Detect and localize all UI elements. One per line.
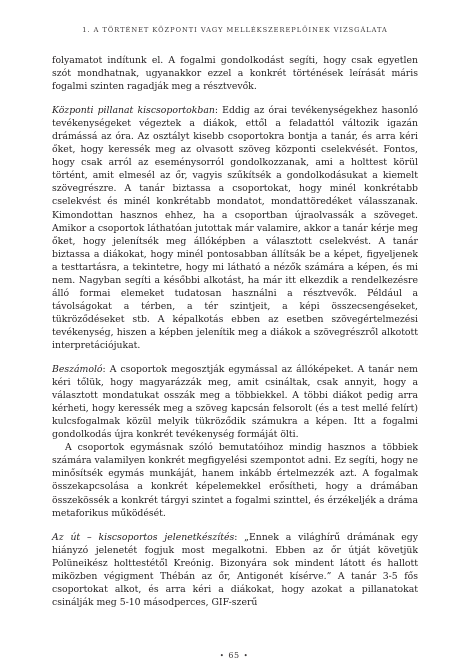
paragraph-beszamolo bbox=[52, 363, 418, 441]
paragraph-body: : A csoportok megosztják egymással az állóképeket. A tanár nem kéri tőlük, hogy magyarázzák meg, amit csináltak, csak annyit, hogy a választott mondatukat osszák meg a többiekkel. A többi diákot pedig arra kérheti, hogy keressék meg a szöveg kapcsán felsorolt (és a test mellé felírt) kulcsfogalmak közül melyik tükröződik számukra a képen. Itt a fogalmi gondolkodás újra konkrét tevékenység formáját ölti. bbox=[52, 364, 418, 441]
running-head: 1. A TÖRTÉNET KÖZPONTI VAGY MELLÉKSZEREPLŐINEK VIZSGÁLATA bbox=[82, 26, 388, 34]
section-lead-kozponti-pillanat: Központi pillanat kiscsoportokban bbox=[52, 105, 215, 117]
paragraph-observation bbox=[52, 441, 418, 519]
paragraph-az-ut bbox=[52, 531, 418, 609]
section-lead-az-ut: Az út – kiscsoportos jelenetkészítés bbox=[52, 531, 235, 543]
page bbox=[52, 26, 418, 609]
paragraph-kozponti-pillanat bbox=[52, 104, 418, 352]
paragraph-body: folyamatot indítunk el. A fogalmi gondolkodást segíti, hogy csak egyetlen szót mondhatnak, ugyanakkor ezzel a konkrét történések leírását máris fogalmi szinten ragadják meg a résztvevők. bbox=[52, 55, 418, 93]
section-lead-beszamolo: Beszámoló bbox=[52, 364, 103, 376]
bullet-left-icon: • bbox=[219, 652, 225, 660]
bullet-right-icon: • bbox=[243, 652, 249, 660]
body-text bbox=[52, 54, 418, 609]
paragraph-body: : Eddig az órai tevékenységekhez hasonló tevékenységeket végeztek a diákok, ettől a feladattól változik igazán drámássá az óra. Az osztályt kisebb csoportokra bontja a tanár, és arra kéri őket, hogy keressék meg az olvasott szöveg központi cselekvését. Fontos, hogy csak arról az eseménysorról gondolkozzanak, ami a holttest körül történt, amit elmesél az őr, vagyis szűkítsék a gondolkodásukat a kiemelt szövegrészre. A tanár biztassa a csoportokat, hogy minél konkrétabb cselekvést és minél konkrétabb mondatot, mondattöredéket válasszanak. Kimondottan hasznos ehhez, ha a csoportban újraolvassák a szöveget. Amikor a csoportok láthatóan jutottak már valamire, akkor a tanár kérje meg őket, hogy jelenítsék meg állóképben a választott cselekvést. A tanár biztassa a diákokat, hogy minél pontosabban állítsák be a képet, figyeljenek a testtartásra, a tekintetre, hogy mi látható a nézők számára a képen, és mi nem. Nagyban segíti a későbbi alkotást, ha már itt elkezdik a rendelkezésre álló formai elemeket tudatosan használni a résztvevők. Például a távolságokat a térben, a tér szintjeit, a képi összecsengéseket, tükröződéseket stb. A képalkotás ebben az esetben szövegértelmezési tevékenység, hiszen a képben jelenítik meg a diákok a szövegrészről alkotott interpretációjukat. bbox=[52, 105, 419, 351]
paragraph-body: A csoportok egymásnak szóló bemutatóihoz mindig hasznos a többiek számára valamilyen konkrét megfigyelési szempontot adni. Ez segíti, hogy ne minősítsék egymás munkáját, hanem inkább értelmezzék azt. A fogalmak összekapcsolása a konkrét képelemekkel erősítheti, hogy a drámában összekössék a konkrét tárgyi szintet a fogalmi szinttel, és érzékeljék a dráma metaforikus működését. bbox=[52, 442, 418, 519]
page-footer bbox=[0, 651, 468, 660]
paragraph-body: : „Ennek a világhírű drámának egy hiányzó jelenetét fogjuk most megalkotni. Ebben az őr útját követjük Polüneikész holttestétől Kreónig. Bizonyára sok mindent látott és hallott miközben végigment Thébán az őr, Antigonét kísérve.” A tanár 3-5 fős csoportokat alkot, és arra kéri a diákokat, hogy azokat a pillanatokat csinálják meg 5-10 másodperces, GIF-szerű bbox=[52, 531, 418, 608]
paragraph-continuation bbox=[52, 54, 418, 93]
page-number: 65 bbox=[228, 651, 240, 660]
